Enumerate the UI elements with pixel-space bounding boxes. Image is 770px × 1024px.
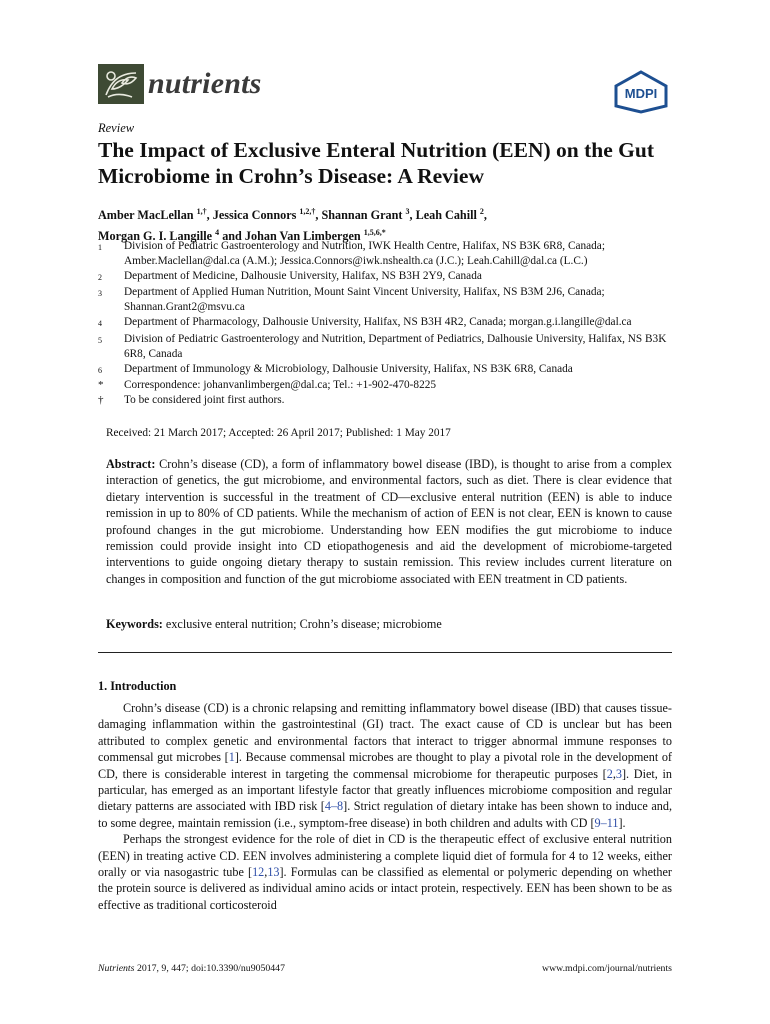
affiliation-item [98, 285, 678, 315]
affiliation-mark: 4 [98, 319, 102, 329]
mdpi-logo [612, 70, 670, 119]
body-text: ]. Formulas can be classified as elemental or polymeric depending on whether the protein source is delivered as individual amino acids or intact protein, respectively. EEN has been shown to be as effective as traditional corticosteroid [98, 865, 672, 912]
affiliation-mark: 5 [98, 335, 102, 345]
journal-name: nutrients [148, 67, 262, 100]
body-text: Perhaps the strongest evidence for the role of diet in CD is the therapeutic effect of exclusive enteral nutrition (EEN) in treating active CD. EEN involves administering a complete liquid diet of formula for 4 to 12 weeks, either orally or via nasogastric tube [ [98, 832, 672, 880]
citation-link[interactable]: 9–11 [594, 815, 619, 830]
section-heading: 1. Introduction [98, 679, 177, 693]
affiliation-text: Department of Pharmacology, Dalhousie University, Halifax, NS B3H 4R2, Canada; morgan.g.i.langille@dal.ca [124, 316, 632, 329]
introduction-body [98, 700, 672, 913]
citation-link[interactable]: 4–8 [324, 799, 344, 814]
author-affiliation-mark: 1,5,6,* [363, 228, 386, 238]
author-separator: , [315, 208, 322, 223]
journal-logo [98, 64, 262, 104]
body-text: , [264, 865, 268, 880]
keywords [106, 617, 672, 632]
author-affiliation-mark: 3 [405, 207, 410, 216]
body-text: Crohn’s disease (CD) is a chronic relapsing and remitting inflammatory bowel disease (IBD) that causes tissue-damaging inflammation within the gastrointestinal (GI) tract. The exact cause of CD is unclear but has been attributed to complex genetic and environmental factors that interact to trigger abnormal immune responses to commensal gut microbes [ [98, 701, 672, 765]
affiliation-text: Division of Pediatric Gastroenterology and Nutrition, IWK Health Centre, Halifax, NS B3K 6R8, Canada; Amber.Maclellan@dal.ca (A.M.); Jessica.Connors@iwk.nshealth.ca (J.C.); Leah.Cahill@dal.ca (L.C.) [124, 240, 605, 268]
affiliation-item [98, 332, 678, 362]
author-separator: , [206, 208, 213, 223]
citation-link[interactable]: 12 [252, 865, 265, 880]
body-paragraph [98, 831, 672, 913]
keywords-label: Keywords: [106, 617, 163, 631]
affiliation-mark: † [98, 393, 104, 406]
affiliation-text: To be considered joint first authors. [124, 393, 285, 406]
journal-logo-icon [98, 64, 144, 104]
keywords-text: exclusive enteral nutrition; Crohn’s disease; microbiome [165, 617, 442, 631]
publication-dates: Received: 21 March 2017; Accepted: 26 April 2017; Published: 1 May 2017 [106, 427, 451, 439]
body-text: ]. [618, 815, 626, 830]
affiliation-item [98, 315, 678, 331]
author-affiliation-mark: 1,2,† [299, 207, 316, 216]
author-name: Leah Cahill [415, 208, 477, 223]
article-type: Review [98, 121, 135, 135]
section-divider [98, 652, 672, 653]
author-name: Morgan G. I. Langille [98, 229, 213, 244]
affiliation-item [98, 393, 678, 408]
affiliation-mark: 6 [98, 365, 102, 375]
affiliation-item [98, 378, 678, 393]
author-separator: , [483, 208, 487, 223]
author-affiliation-mark: 2 [479, 207, 484, 216]
mdpi-logo-text: MDPI [624, 86, 658, 101]
affiliation-text: Correspondence: johanvanlimbergen@dal.ca; Tel.: +1-902-470-8225 [124, 378, 437, 391]
article-title: The Impact of Exclusive Enteral Nutrition (EEN) on the Gut Microbiome in Crohn’s Disease: A Review [98, 138, 655, 188]
affiliation-mark: 2 [98, 273, 102, 283]
affiliation-item [98, 362, 678, 378]
author-affiliation-mark: 1,† [196, 207, 207, 216]
page-footer [98, 963, 672, 974]
abstract-label: Abstract: [106, 457, 156, 471]
author-separator: and [219, 229, 245, 244]
body-text: ]. Diet, in particular, has emerged as an important lifestyle factor that greatly influences microbiome composition and regular dietary patterns are associated with IBD risk [ [98, 766, 673, 814]
body-paragraph [98, 700, 672, 831]
affiliation-mark: 3 [98, 289, 102, 299]
affiliation-mark: * [98, 378, 104, 391]
affiliation-item [98, 239, 678, 269]
footer-journal: Nutrients [98, 963, 135, 974]
abstract-text: Crohn’s disease (CD), a form of inflammatory bowel disease (IBD), is thought to arise from a complex interaction of genetics, the gut microbiome, and environmental factors, such as diet. There is clear evidence that dietary intervention is successful in the treatment of CD—exclusive enteral nutrition (EEN) is able to induce remission in up to 80% of CD patients. While the mechanism of action of EEN is not clear, EEN is known to cause profound changes in the gut microbiome. Understanding how EEN modifies the gut microbiome to induce remission could provide insight into CD etiopathogenesis and aid the development of microbiome-targeted interventions to guide ongoing dietary therapy to sustain remission. This review includes current literature on changes in composition and function of the gut microbiome associated with EEN treatment in CD patients. [106, 457, 673, 586]
author-affiliation-mark: 4 [215, 228, 220, 238]
author-name: Jessica Connors [212, 208, 297, 223]
body-text: ]. Strict regulation of dietary intake has been shown to induce and, to some degree, maintain remission (i.e., symptom-free disease) in both children and adults with CD [ [98, 799, 672, 830]
affiliation-item [98, 269, 678, 285]
abstract [106, 456, 672, 587]
citation-link[interactable]: 2 [606, 766, 613, 781]
citation-link[interactable]: 1 [228, 750, 235, 765]
body-text: , [612, 766, 616, 781]
affiliation-text: Department of Medicine, Dalhousie University, Halifax, NS B3H 2Y9, Canada [124, 270, 482, 283]
author-name: Shannan Grant [321, 208, 403, 223]
citation-link[interactable]: 3 [615, 766, 622, 781]
footer-citation-details: 2017, 9, 447; doi:10.3390/nu9050447 [136, 963, 285, 974]
affiliation-mark: 1 [98, 243, 102, 252]
author-name: Amber MacLellan [98, 208, 194, 223]
affiliation-text: Department of Immunology & Microbiology, Dalhousie University, Halifax, NS B3K 6R8, Canada [124, 362, 573, 375]
citation-link[interactable]: 13 [267, 865, 280, 880]
body-text: ]. Because commensal microbes are thought to play a pivotal role in the development of CD, there is considerable interest in targeting the commensal microbiome for therapeutic purposes [ [98, 750, 672, 781]
footer-url[interactable]: www.mdpi.com/journal/nutrients [542, 963, 672, 974]
affiliation-list [98, 239, 678, 408]
footer-citation [98, 963, 285, 974]
author-name: Johan Van Limbergen [244, 229, 361, 244]
author-separator: , [409, 208, 416, 223]
affiliation-text: Department of Applied Human Nutrition, Mount Saint Vincent University, Halifax, NS B3M 2J6, Canada; Shannan.Grant2@msvu.ca [124, 286, 605, 314]
affiliation-text: Division of Pediatric Gastroenterology and Nutrition, Department of Pediatrics, Dalhousie University, Halifax, NS B3K 6R8, Canada [124, 332, 667, 360]
